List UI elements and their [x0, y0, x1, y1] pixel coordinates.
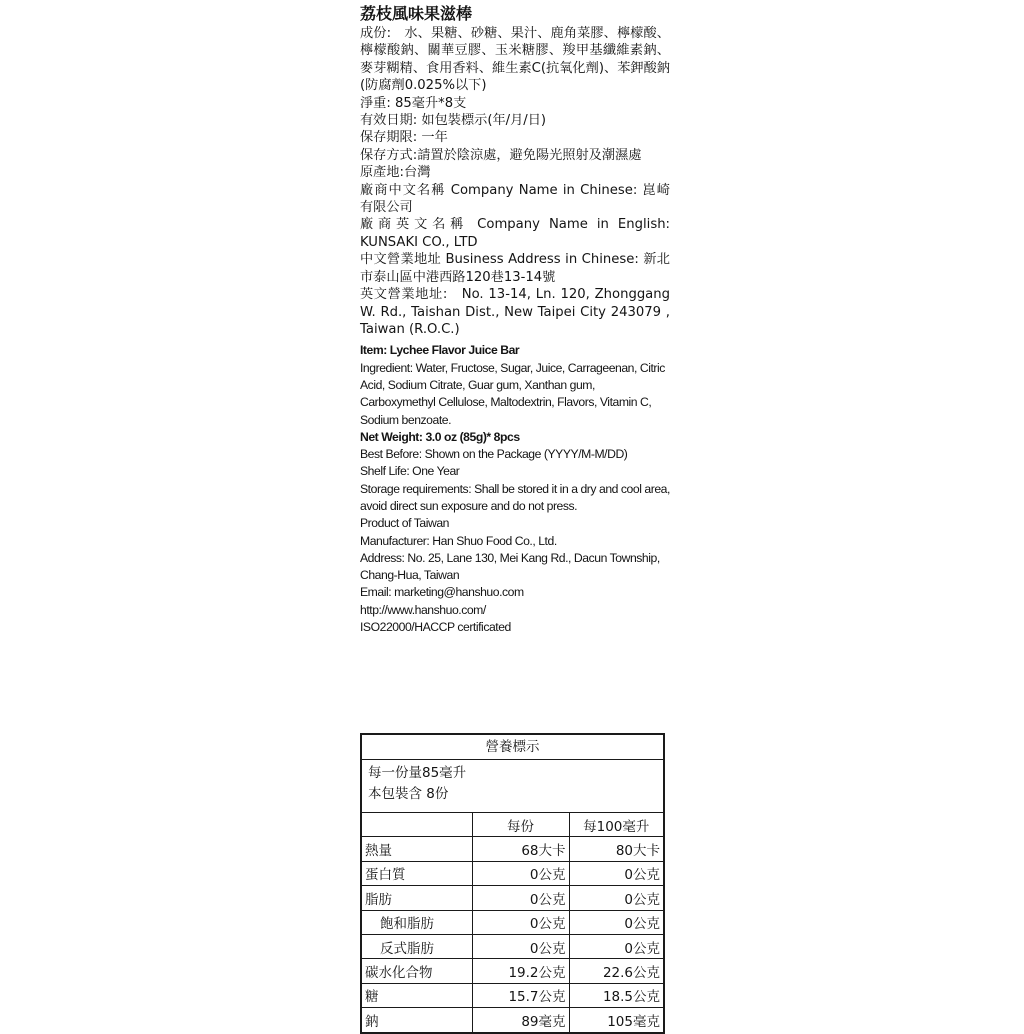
nutrient-table [362, 813, 663, 1032]
en-line: Net Weight: 3.0 oz (85g)* 8pcs [360, 429, 520, 444]
nutrient-name: 糖 [362, 983, 472, 1007]
serving-info [362, 760, 663, 813]
en-line: Ingredient: Water, Fructose, Sugar, Juice, Carrageenan, Citric Acid, Sodium Citrate, Guar gum, Xanthan gum, Carboxymethyl Cellulose, Maltodextrin, Flavors, Vitamin C, Sodium benzoate. [360, 360, 665, 427]
nutrition-facts-table [360, 733, 665, 1034]
chinese-label-text [360, 25, 670, 338]
nutrient-per-100ml: 18.5公克 [569, 983, 663, 1007]
nutrient-per-100ml: 105毫克 [569, 1008, 663, 1032]
nutrient-row [362, 910, 663, 934]
en-line: Manufacturer: Han Shuo Food Co., Ltd. [360, 533, 557, 548]
nutrient-per-100ml: 0公克 [569, 934, 663, 958]
nutrient-row [362, 959, 663, 983]
en-line: Storage requirements: Shall be stored it in a dry and cool area, avoid direct sun exposure and do not press. [360, 481, 670, 513]
zh-line: 成份: 水、果糖、砂糖、果汁、鹿角菜膠、檸檬酸、檸檬酸鈉、關華豆膠、玉米糖膠、羧甲基纖維素鈉、麥芽糊精、食用香料、維生素C(抗氧化劑)、苯鉀酸鈉(防腐劑0.025%以下) [360, 26, 670, 94]
nutrient-row [362, 983, 663, 1007]
nutrient-per-serving: 89毫克 [472, 1008, 569, 1032]
zh-line: 廠商中文名稱 Company Name in Chinese: 崑崎有限公司 [360, 182, 670, 216]
zh-line: 英文營業地址: No. 13-14, Ln. 120, Zhonggang W. Rd., Taishan Dist., New Taipei City 243079 , Taiwan (R.O.C.) [360, 287, 670, 337]
blank-header-cell [362, 813, 472, 837]
en-line: Item: Lychee Flavor Juice Bar [360, 343, 520, 358]
nutrient-name: 熱量 [362, 837, 472, 861]
en-line: http://www.hanshuo.com/ [360, 602, 486, 617]
nutrient-column-headers [362, 813, 663, 837]
en-line: Shelf Life: One Year [360, 464, 460, 479]
en-line: Address: No. 25, Lane 130, Mei Kang Rd., Dacun Township, Chang-Hua, Taiwan [360, 550, 660, 583]
nutrient-name: 碳水化合物 [362, 959, 472, 983]
nutrient-name: 反式脂肪 [362, 934, 472, 958]
product-label [360, 0, 670, 636]
en-line: ISO22000/HACCP certificated [360, 620, 511, 635]
nutrient-row [362, 886, 663, 910]
nutrient-name: 鈉 [362, 1008, 472, 1032]
nutrient-row [362, 1008, 663, 1032]
zh-line: 有效日期: 如包裝標示(年/月/日) [360, 113, 547, 129]
nutrient-name: 脂肪 [362, 886, 472, 910]
nutrient-per-100ml: 0公克 [569, 861, 663, 885]
servings-per-package: 本包裝含 8份 [368, 786, 449, 802]
nutrient-per-serving: 0公克 [472, 861, 569, 885]
nutrient-per-serving: 0公克 [472, 934, 569, 958]
nutrient-per-serving: 15.7公克 [472, 983, 569, 1007]
serving-size: 每一份量85毫升 [368, 765, 467, 781]
per-100ml-header: 每100毫升 [569, 813, 663, 837]
nutrient-per-100ml: 22.6公克 [569, 959, 663, 983]
zh-line: 中文營業地址 Business Address in Chinese: 新北市泰山區中港西路120巷13-14號 [360, 252, 670, 285]
nutrient-name: 蛋白質 [362, 861, 472, 885]
zh-line: 保存方式:請置於陰涼處，避免陽光照射及潮濕處 [360, 147, 642, 163]
nutrient-per-serving: 19.2公克 [472, 959, 569, 983]
nutrient-per-serving: 68大卡 [472, 837, 569, 861]
product-title-zh: 荔枝風味果滋棒 [360, 4, 473, 23]
nutrition-header: 營養標示 [362, 735, 663, 760]
nutrient-per-100ml: 0公克 [569, 886, 663, 910]
nutrient-per-serving: 0公克 [472, 886, 569, 910]
zh-line: 廠商英文名稱 Company Name in English: KUNSAKI CO., LTD [360, 217, 670, 250]
nutrient-per-100ml: 0公克 [569, 910, 663, 934]
en-line: Email: marketing@hanshuo.com [360, 585, 524, 600]
nutrient-per-100ml: 80大卡 [569, 837, 663, 861]
zh-line: 原產地:台灣 [360, 165, 431, 181]
zh-line: 保存期限: 一年 [360, 130, 448, 146]
nutrient-per-serving: 0公克 [472, 910, 569, 934]
en-line: Product of Taiwan [360, 516, 450, 531]
nutrient-row [362, 934, 663, 958]
nutrient-row [362, 861, 663, 885]
per-serving-header: 每份 [472, 813, 569, 837]
nutrient-row [362, 837, 663, 861]
zh-line: 淨重: 85毫升*8支 [360, 95, 467, 111]
en-line: Best Before: Shown on the Package (YYYY/M-M/DD) [360, 447, 628, 462]
english-label-text [360, 342, 670, 636]
nutrient-name: 飽和脂肪 [362, 910, 472, 934]
